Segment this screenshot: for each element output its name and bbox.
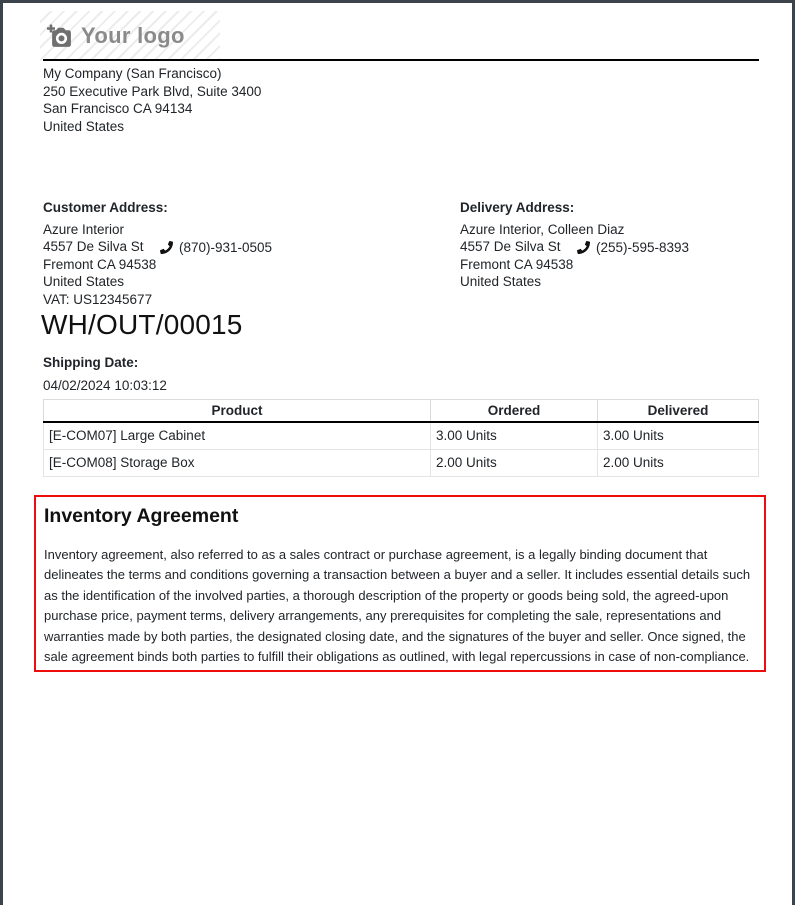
- delivery-phone: [577, 239, 689, 257]
- company-address: [43, 65, 463, 135]
- table-header-row: [44, 400, 759, 423]
- camera-plus-icon: [47, 24, 72, 48]
- customer-phone-number: (870)-931-0505: [179, 240, 273, 255]
- products-table: [43, 399, 759, 477]
- delivery-phone-number: (255)-595-8393: [596, 240, 690, 255]
- delivery-name: Azure Interior, Colleen Diaz: [460, 221, 625, 237]
- customer-city: Fremont CA 94538: [43, 256, 157, 272]
- phone-icon: [160, 241, 173, 254]
- customer-street: 4557 De Silva St: [43, 239, 144, 254]
- company-country: United States: [43, 118, 125, 134]
- product-cell: [E-COM08] Storage Box: [44, 450, 431, 477]
- customer-address-label: Customer Address:: [43, 200, 168, 215]
- logo-text: Your logo: [81, 23, 185, 48]
- header-divider: [43, 59, 759, 61]
- customer-phone: [160, 239, 272, 257]
- company-city: San Francisco CA 94134: [43, 101, 193, 116]
- phone-icon: [577, 241, 590, 254]
- customer-country: United States: [43, 274, 125, 289]
- delivery-city: Fremont CA 94538: [460, 256, 574, 272]
- column-header-delivered: Delivered: [598, 400, 759, 423]
- delivery-country: United States: [460, 274, 542, 289]
- delivered-cell: 3.00 Units: [598, 422, 759, 450]
- customer-address-block: [43, 199, 443, 308]
- table-row: [44, 450, 759, 477]
- delivered-cell: 2.00 Units: [598, 450, 759, 477]
- customer-vat: VAT: US12345677: [43, 291, 153, 307]
- delivery-street: 4557 De Silva St: [460, 239, 561, 254]
- ordered-cell: 3.00 Units: [431, 422, 598, 450]
- delivery-address-block: [460, 199, 780, 291]
- shipping-date-value: 04/02/2024 10:03:12: [43, 378, 167, 393]
- ordered-cell: 2.00 Units: [431, 450, 598, 477]
- company-name: My Company (San Francisco): [43, 66, 222, 81]
- delivery-address-label: Delivery Address:: [460, 200, 575, 215]
- inventory-agreement-box: [34, 495, 766, 672]
- company-street: 250 Executive Park Blvd, Suite 3400: [43, 83, 262, 99]
- table-row: [44, 422, 759, 450]
- column-header-ordered: Ordered: [431, 400, 598, 423]
- customer-name: Azure Interior: [43, 221, 125, 237]
- column-header-product: Product: [44, 400, 431, 423]
- logo-placeholder: [40, 11, 220, 61]
- document-title: WH/OUT/00015: [41, 309, 243, 340]
- shipping-date-label: Shipping Date:: [43, 355, 139, 370]
- inventory-agreement-text: Inventory agreement, also referred to as a sales contract or purchase agreement, is a legally binding document that delineates the terms and conditions governing a transaction between a buyer and a seller. It includes essential details such as the identification of the involved parties, a thorough description of the property or goods being sold, the agreed-upon purchase price, payment terms, delivery arrangements, any prerequisites for completing the sale, representations and warranties made by both parties, the designated closing date, and the signatures of the buyer and seller. Once signed, the sale agreement binds both parties to fulfill their obligations as outlined, with legal repercussions in case of non-compliance.: [44, 547, 751, 665]
- inventory-agreement-title: Inventory Agreement: [44, 505, 239, 527]
- product-cell: [E-COM07] Large Cabinet: [44, 422, 431, 450]
